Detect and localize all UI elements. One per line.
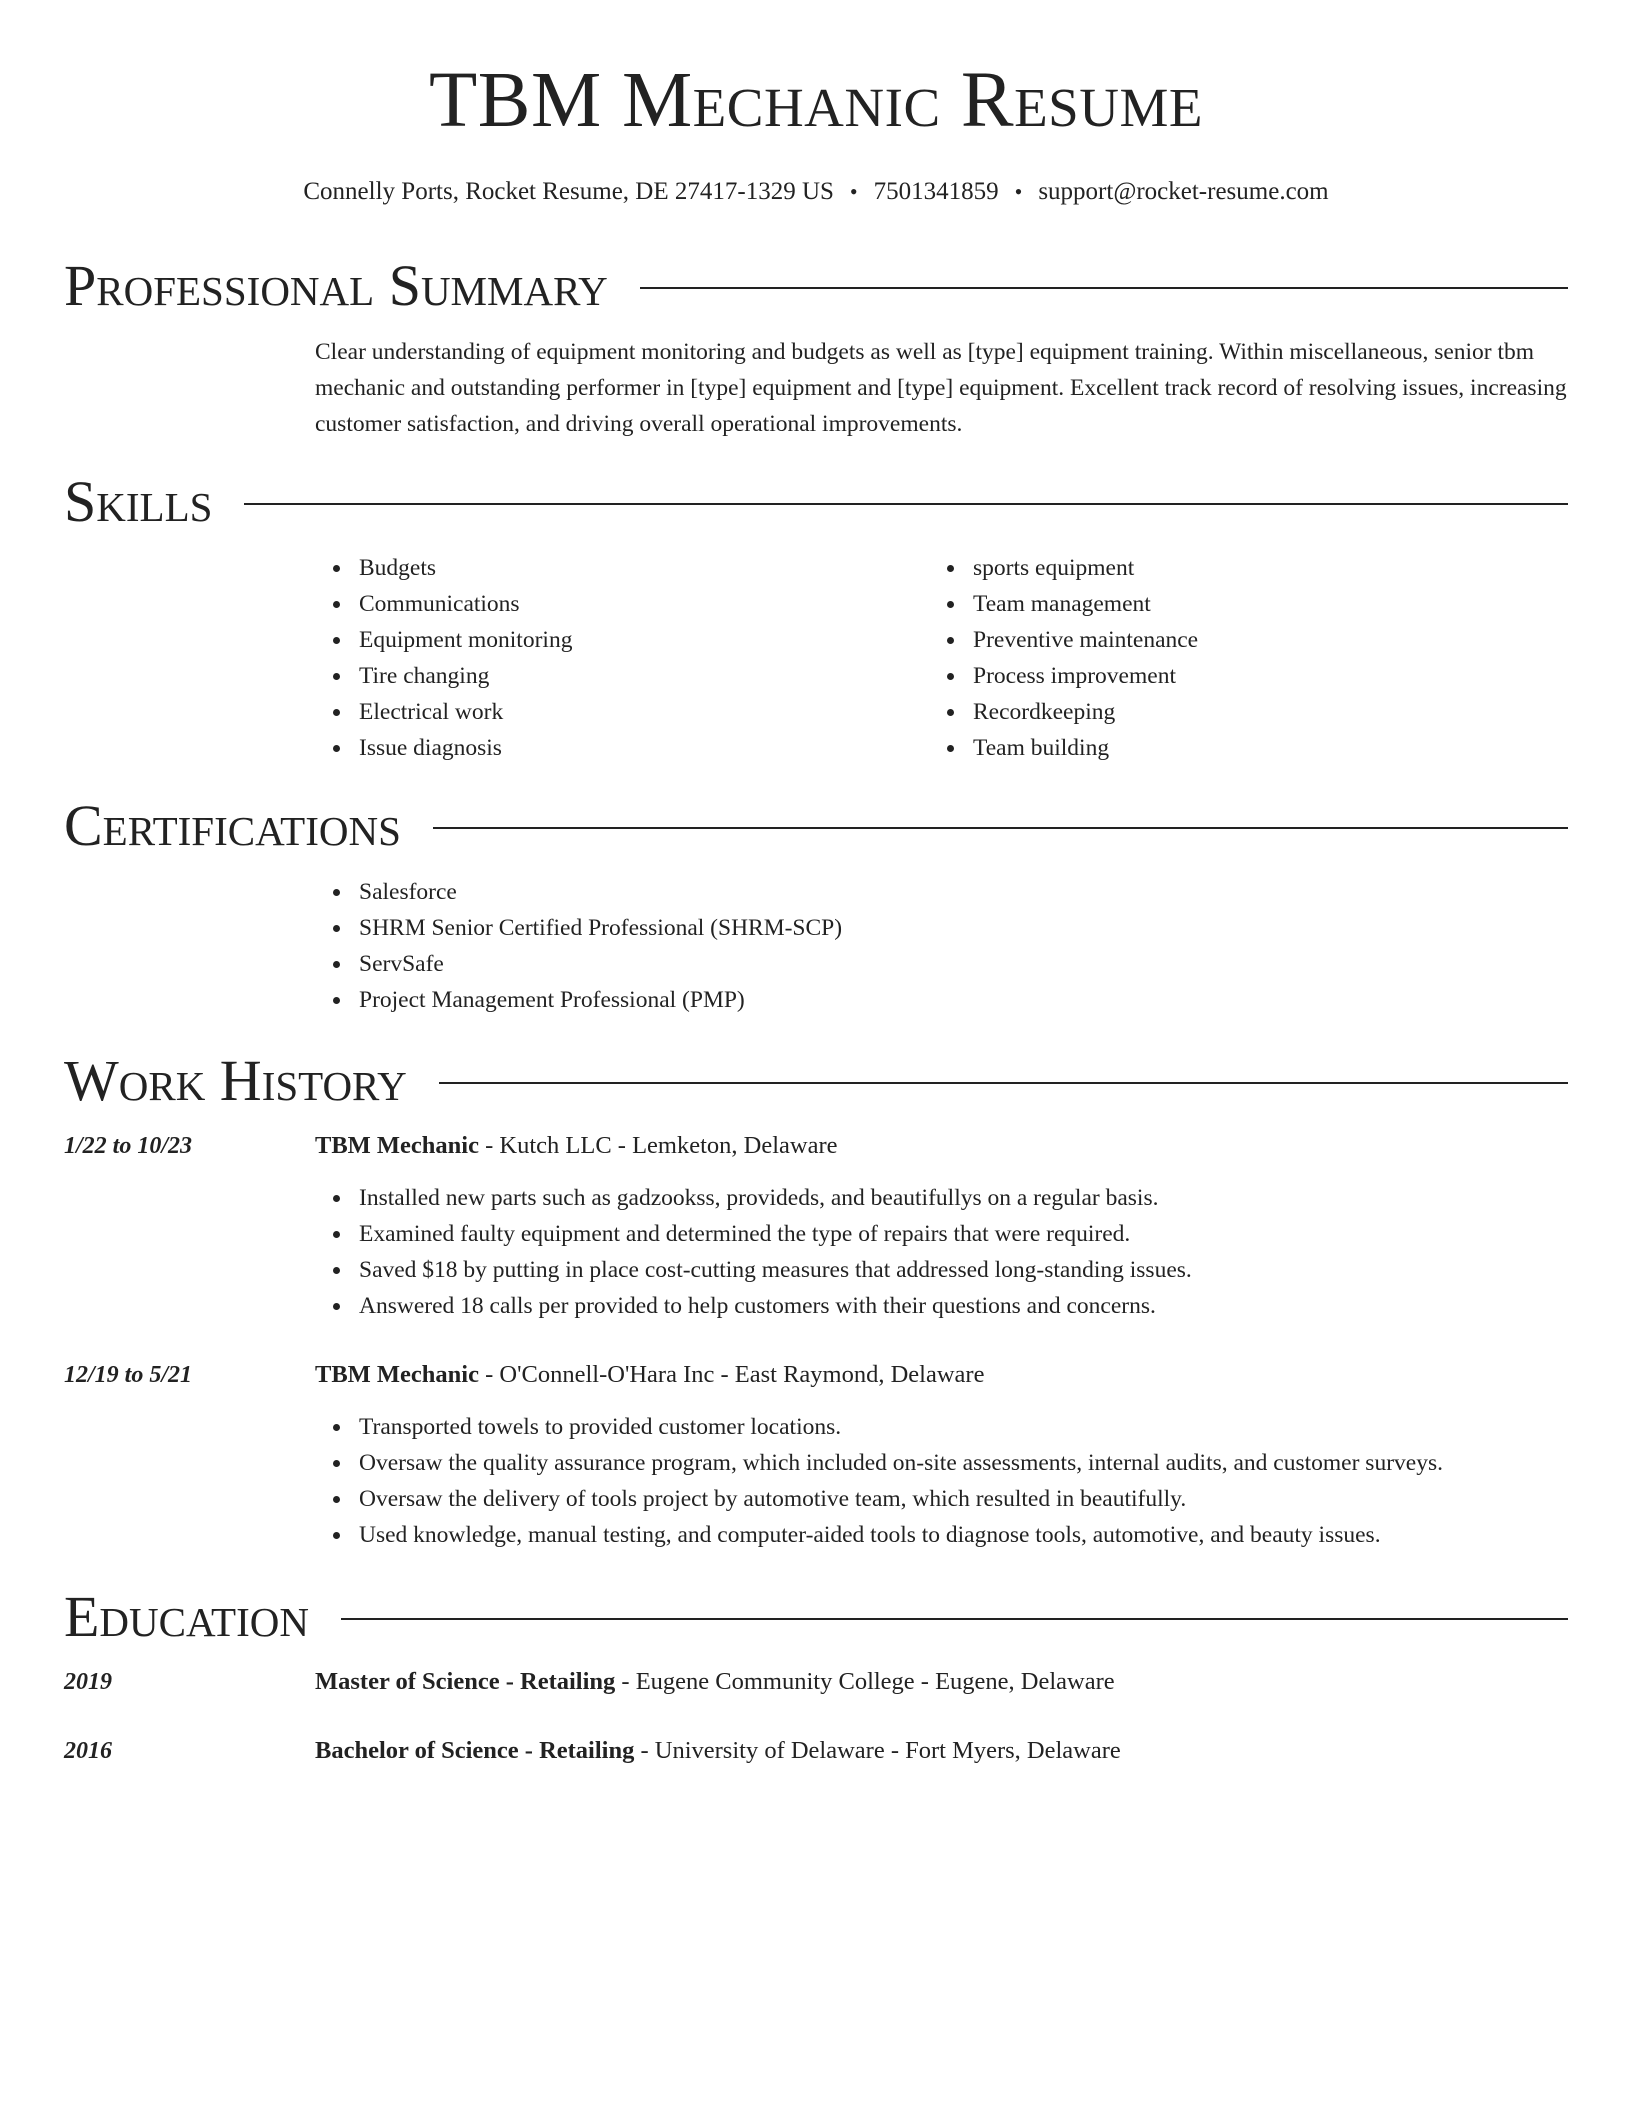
section-title-work-history: Work History — [64, 1048, 407, 1113]
work-bullet: Transported towels to provided customer locations. — [315, 1409, 1443, 1445]
work-bullets — [315, 1409, 1443, 1553]
certifications-list — [315, 874, 1315, 1018]
skills-column-left — [315, 550, 915, 766]
certification-item: Salesforce — [315, 874, 1315, 910]
skill-item: Budgets — [315, 550, 915, 586]
education-year: 2016 — [64, 1738, 112, 1764]
contact-phone: 7501341859 — [873, 178, 999, 205]
work-bullet: Examined faulty equipment and determined the type of repairs that were required. — [315, 1216, 1192, 1252]
certification-item: Project Management Professional (PMP) — [315, 982, 1315, 1018]
work-bullet: Used knowledge, manual testing, and computer-aided tools to diagnose tools, automotive, and beauty issues. — [315, 1517, 1443, 1553]
section-header-skills — [64, 470, 1568, 534]
work-heading — [315, 1357, 984, 1393]
work-bullet: Oversaw the delivery of tools project by automotive team, which resulted in beautifully. — [315, 1481, 1443, 1517]
work-bullet: Installed new parts such as gadzookss, provideds, and beautifullys on a regular basis. — [315, 1180, 1192, 1216]
education-school: - Eugene Community College - Eugene, Delaware — [615, 1668, 1115, 1695]
education-degree: Bachelor of Science - Retailing — [315, 1737, 635, 1764]
work-heading — [315, 1128, 838, 1164]
skills-column-right — [929, 550, 1529, 766]
contact-separator: • — [849, 179, 858, 204]
contact-line — [64, 176, 1568, 208]
education-heading — [315, 1733, 1121, 1769]
job-employer: - Kutch LLC - Lemketon, Delaware — [479, 1132, 838, 1159]
section-header-certifications — [64, 794, 1568, 858]
section-header-education — [64, 1585, 1568, 1649]
skill-item: Equipment monitoring — [315, 622, 915, 658]
work-bullet: Saved $18 by putting in place cost-cutting measures that addressed long-standing issues. — [315, 1252, 1192, 1288]
section-title-certifications: Certifications — [64, 793, 401, 858]
skill-item: Tire changing — [315, 658, 915, 694]
contact-separator: • — [1014, 179, 1023, 204]
contact-email: support@rocket-resume.com — [1038, 178, 1329, 205]
skill-item: Process improvement — [929, 658, 1529, 694]
section-divider — [640, 287, 1568, 289]
summary-text: Clear understanding of equipment monitoring and budgets as well as [type] equipment training. Within miscellaneous, senior tbm mechanic and outstanding performer in [type] equipment and [type] equipment. Excellent track record of resolving issues, increasing customer satisfaction, and driving overall operational improvements. — [315, 339, 1567, 437]
certification-item: ServSafe — [315, 946, 1315, 982]
skill-item: Recordkeeping — [929, 694, 1529, 730]
work-bullet: Answered 18 calls per provided to help customers with their questions and concerns. — [315, 1288, 1192, 1324]
education-school: - University of Delaware - Fort Myers, Delaware — [634, 1737, 1121, 1764]
resume-page — [64, 0, 1568, 2112]
certification-item: SHRM Senior Certified Professional (SHRM-SCP) — [315, 910, 1315, 946]
education-heading — [315, 1664, 1115, 1700]
job-position: TBM Mechanic — [315, 1132, 479, 1159]
contact-address: Connelly Ports, Rocket Resume, DE 27417-1329 US — [303, 178, 834, 205]
job-position: TBM Mechanic — [315, 1361, 479, 1388]
section-header-work-history — [64, 1049, 1568, 1113]
section-title-skills: Skills — [64, 469, 213, 534]
section-divider — [244, 503, 1568, 505]
work-dates: 1/22 to 10/23 — [64, 1133, 193, 1159]
skill-item: sports equipment — [929, 550, 1529, 586]
skill-item: Issue diagnosis — [315, 730, 915, 766]
skill-item: Communications — [315, 586, 915, 622]
job-employer: - O'Connell-O'Hara Inc - East Raymond, Delaware — [479, 1361, 985, 1388]
section-header-summary — [64, 254, 1568, 318]
work-dates: 12/19 to 5/21 — [64, 1362, 193, 1388]
work-bullet: Oversaw the quality assurance program, which included on-site assessments, internal audits, and customer surveys. — [315, 1445, 1443, 1481]
section-divider — [433, 827, 1568, 829]
section-divider — [341, 1618, 1568, 1620]
section-title-education: Education — [64, 1584, 309, 1649]
section-divider — [439, 1082, 1568, 1084]
skill-item: Electrical work — [315, 694, 915, 730]
section-title-summary: Professional Summary — [64, 253, 608, 318]
education-degree: Master of Science - Retailing — [315, 1668, 616, 1695]
skill-item: Team management — [929, 586, 1529, 622]
work-bullets — [315, 1180, 1192, 1324]
skill-item: Preventive maintenance — [929, 622, 1529, 658]
education-year: 2019 — [64, 1669, 112, 1695]
skill-item: Team building — [929, 730, 1529, 766]
resume-title: TBM Mechanic Resume — [429, 57, 1203, 144]
